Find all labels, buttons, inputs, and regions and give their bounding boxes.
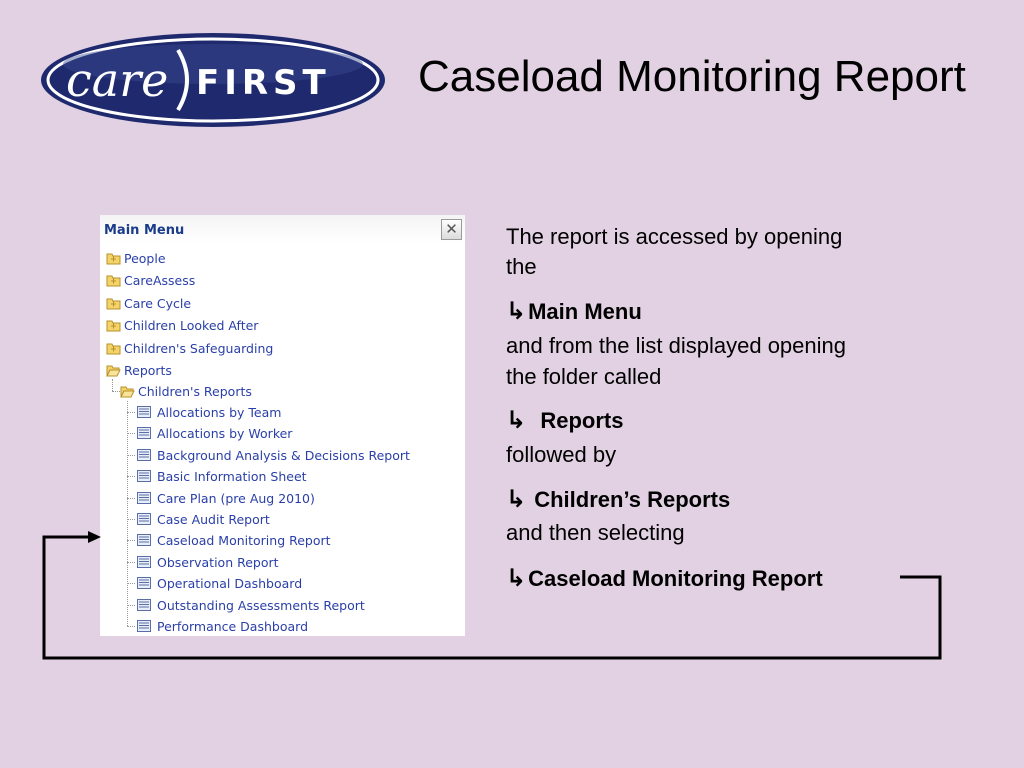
- step-label: Caseload Monitoring Report: [528, 566, 823, 591]
- menu-item-label: Children's Reports: [138, 383, 252, 399]
- instruction-line: the folder called: [506, 364, 662, 389]
- svg-text:care: care: [66, 53, 169, 107]
- report-item-label: Basic Information Sheet: [157, 468, 307, 484]
- instruction-line: The report is accessed by opening: [506, 224, 843, 249]
- menu-item-label: Care Cycle: [124, 295, 192, 311]
- report-item-label: Allocations by Team: [157, 404, 282, 420]
- menu-item-label: Children Looked After: [124, 317, 259, 333]
- arrow-icon: ↳: [506, 485, 527, 513]
- instruction-line: followed by: [506, 442, 617, 467]
- instruction-line: and from the list displayed opening: [506, 333, 846, 358]
- arrowhead-icon: [88, 531, 101, 543]
- close-button[interactable]: ✕: [441, 219, 462, 240]
- report-item-label: Outstanding Assessments Report: [157, 597, 365, 613]
- report-item-label: Operational Dashboard: [157, 575, 303, 591]
- slide-title: Caseload Monitoring Report: [418, 52, 966, 101]
- step-label: Children’s Reports: [534, 487, 731, 512]
- step-label: Main Menu: [528, 299, 642, 324]
- instruction-line: the: [506, 254, 537, 279]
- report-item-label: Care Plan (pre Aug 2010): [157, 490, 315, 506]
- report-item-label: Allocations by Worker: [157, 425, 293, 441]
- arrow-icon: ↳: [506, 297, 527, 325]
- report-item-label: Case Audit Report: [157, 511, 270, 527]
- step-label: Reports: [540, 408, 624, 433]
- report-item-label: Performance Dashboard: [157, 618, 309, 634]
- main-menu-title: Main Menu: [104, 223, 185, 238]
- report-item-label: Background Analysis & Decisions Report: [157, 447, 410, 463]
- arrow-icon: ↳: [506, 564, 527, 592]
- menu-item-label: CareAssess: [124, 272, 196, 288]
- report-item-label: Caseload Monitoring Report: [157, 532, 331, 548]
- menu-item-label: People: [124, 250, 166, 266]
- instruction-line: and then selecting: [506, 520, 685, 545]
- menu-item-label: Reports: [124, 362, 172, 378]
- svg-text:FIRST: FIRST: [196, 63, 331, 103]
- report-item-label: Observation Report: [157, 554, 279, 570]
- menu-item-label: Children's Safeguarding: [124, 340, 274, 356]
- arrow-icon: ↳: [506, 406, 527, 434]
